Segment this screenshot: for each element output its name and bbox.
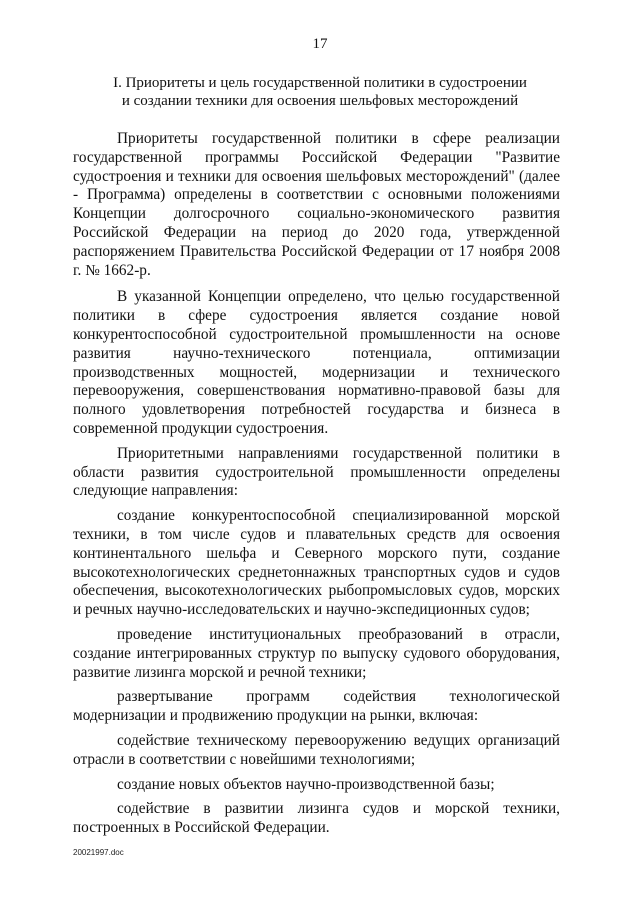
list-item-new-facilities: создание новых объектов научно-производственной базы; <box>117 775 495 793</box>
list-item-competitive-technology: создание конкурентоспособной специализированной морской техники, в том числе судов и плавательных средств для освоения континентального шельфа и Северного морского пути, создание высокотехнологических среднетоннажных транспортных судов и судов обеспечения, высокотехнологических рыбопромысловых судов, морских и речных научно-исследовательских и научно-экспедиционных судов; <box>73 507 560 619</box>
section-heading-line-1: I. Приоритеты и цель государственной политики в судостроении <box>113 75 527 91</box>
document-file-code: 20021997.doc <box>73 848 124 857</box>
section-heading-line-2: и создании техники для освоения шельфовых месторождений <box>121 93 519 109</box>
paragraph-concept-goal: В указанной Концепции определено, что целью государственной политики в сфере судостроения является создание новой конкурентоспособной судостроительной промышленности на основе развития научно-технического потенциала, оптимизации производственных мощностей, модернизации и технического перевооружения, совершенствования нормативно-правовой базы для полного удовлетворения потребностей государства и бизнеса в современной продукции судостроения. <box>73 288 560 437</box>
list-item-leasing: содействие в развитии лизинга судов и морской техники, построенных в Российской Федерации. <box>73 800 560 837</box>
page-number: 17 <box>312 36 328 52</box>
section-heading <box>80 74 560 110</box>
list-item-re-equipment: содействие техническому перевооружению ведущих организаций отрасли в соответствии с новейшими технологиями; <box>73 731 560 768</box>
document-body <box>73 130 560 838</box>
list-item-institutional-reforms: проведение институциональных преобразований в отрасли, создание интегрированных структур по выпуску судового оборудования, развитие лизинга морской и речной техники; <box>73 625 560 681</box>
paragraph-priority-directions: Приоритетными направлениями государственной политики в области развития судостроительной промышленности определены следующие направления: <box>73 444 560 500</box>
list-item-modernization-programs: развертывание программ содействия технологической модернизации и продвижению продукции на рынки, включая: <box>73 688 560 725</box>
paragraph-priorities: Приоритеты государственной политики в сфере реализации государственной программы Российской Федерации "Развитие судостроения и техники для освоения шельфовых месторождений" (далее - Программа) определены в соответствии с основными положениями Концепции долгосрочного социально-экономического развития Российской Федерации на период до 2020 года, утвержденной распоряжением Правительства Российской Федерации от 17 ноября 2008 г. № 1662-р. <box>73 130 560 279</box>
